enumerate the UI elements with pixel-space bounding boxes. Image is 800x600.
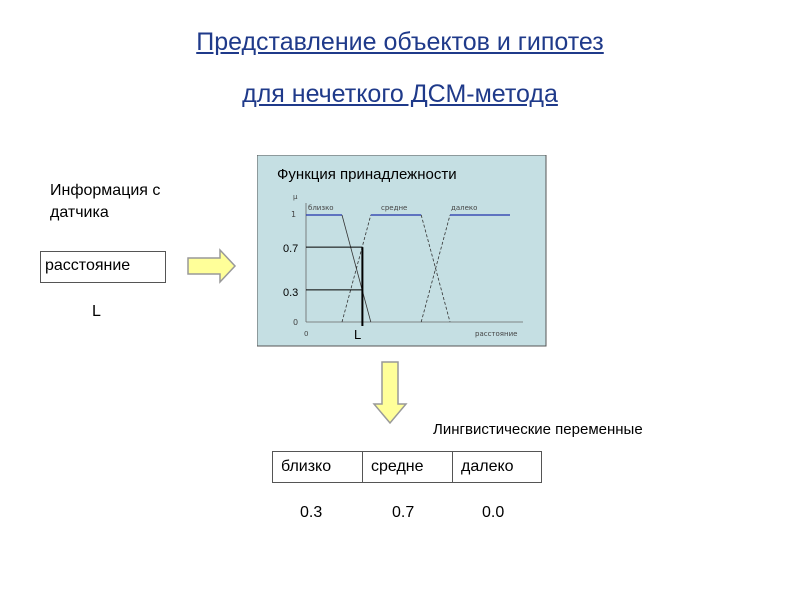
marker-L-label: L (354, 327, 362, 342)
linguistic-cell-far: далеко (461, 458, 514, 475)
sensor-info-label (50, 180, 160, 224)
membership-value-far: 0.0 (482, 504, 505, 521)
y-tick-0: 0 (293, 318, 299, 327)
distance-variable-label: L (92, 303, 101, 320)
linguistic-variables-label: Лингвистические переменные (433, 421, 643, 438)
linguistic-cell-close: близко (273, 452, 363, 482)
distance-box: расстояние (40, 251, 166, 283)
arrow-down-icon (374, 362, 406, 424)
y-tick-1: 1 (291, 210, 297, 219)
arrow-right-shape (188, 250, 235, 282)
membership-value-medium: 0.7 (392, 504, 415, 521)
x-origin-label: 0 (304, 330, 309, 338)
membership-chart (257, 155, 547, 347)
x-axis-label: расстояние (475, 330, 518, 338)
membership-value-close: 0.3 (300, 504, 323, 521)
membership-chart-svg (257, 155, 547, 347)
linguistic-cell-medium: средне (363, 452, 453, 482)
page-title-line2: для нечеткого ДСМ-метода (242, 80, 558, 108)
set-label-far: далеко (451, 204, 478, 212)
y-tick-0.3: 0.3 (283, 287, 299, 299)
page-title-line1: Представление объектов и гипотез (196, 28, 604, 56)
chart-title: Функция принадлежности (277, 166, 457, 183)
linguistic-table (272, 451, 542, 483)
set-label-close: близко (308, 204, 334, 212)
y-axis-label: μ (293, 193, 298, 201)
set-label-medium: средне (381, 204, 408, 212)
y-tick-0.7: 0.7 (283, 243, 299, 255)
sensor-info-line1: Информация с (50, 182, 161, 199)
chart-background (257, 155, 546, 346)
sensor-info-line2: датчика (50, 204, 109, 221)
